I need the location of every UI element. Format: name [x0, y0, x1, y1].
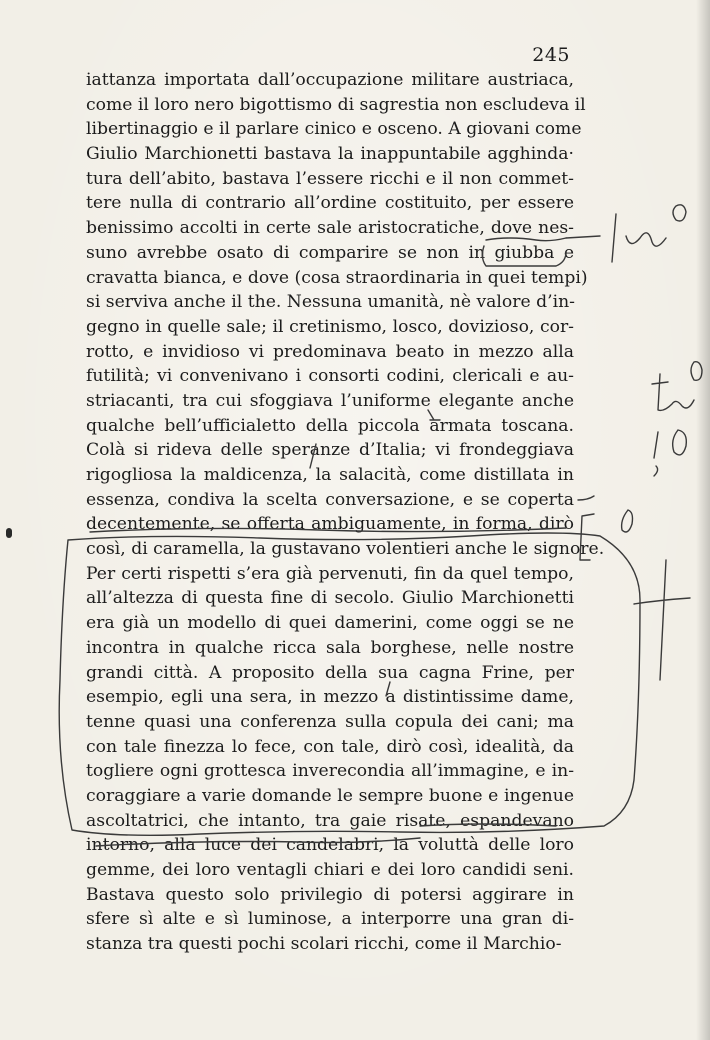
text-line: grandi città. A proposito della sua cagna Frine, per — [86, 662, 574, 683]
text-line: coraggiare a varie domande le sempre buone e ingenue — [86, 785, 574, 806]
margin-note-1-mark — [612, 214, 666, 262]
margin-note-2-mark — [652, 374, 694, 410]
page-edge-shadow — [696, 0, 710, 1040]
text-line: incontra in qualche ricca sala borghese, nelle nostre — [86, 637, 574, 658]
margin-note-1-mark — [673, 205, 686, 221]
text-line: tere nulla di contrario all’ordine costituito, per essere — [86, 193, 574, 214]
text-line: striacanti, tra cui sfoggiava l’uniforme elegante anche — [86, 390, 574, 411]
text-line: rigogliosa la maldicenza, la salacità, come distillata in — [86, 465, 574, 485]
text-line: ascoltatrici, che intanto, tra gaie risate, espandevano — [86, 810, 574, 831]
cross-mark — [634, 560, 690, 680]
text-line: Giulio Marchionetti bastava la inappuntabile agghinda· — [86, 144, 574, 165]
binding-mark — [6, 528, 12, 538]
margin-note-4-mark — [622, 510, 633, 532]
text-line: Colà si rideva delle speranze d’Italia; vi frondeggiava — [86, 440, 574, 461]
text-line: rotto, e invidioso vi predominava beato in mezzo alla — [86, 341, 574, 362]
text-line: gegno in quelle sale; il cretinismo, losco, dovizioso, cor- — [86, 316, 574, 337]
margin-note-3-mark — [654, 432, 658, 476]
text-line: tenne quasi una conferenza sulla copula dei cani; ma — [86, 711, 574, 732]
text-line: come il loro nero bigottismo di sagrestia non escludeva il — [86, 94, 586, 115]
text-line: sfere sì alte e sì luminose, a interporre una gran di- — [86, 909, 574, 930]
text-line: iattanza importata dall’occupazione militare austriaca, — [86, 70, 574, 90]
text-line: libertinaggio e il parlare cinico e osceno. A giovani come — [86, 119, 582, 140]
body-text — [86, 68, 605, 957]
text-line: gemme, dei loro ventagli chiari e dei loro candidi seni. — [86, 860, 574, 880]
text-line: stanza tra questi pochi scolari ricchi, come il Marchio- — [86, 934, 562, 955]
text-line: essenza, condiva la scelta conversazione, e se coperta — [86, 489, 574, 510]
text-line: all’altezza di questa fine di secolo. Giulio Marchionetti — [86, 588, 574, 609]
bracket-mark — [578, 496, 594, 500]
text-line: esempio, egli una sera, in mezzo a distintissime dame, — [86, 687, 574, 708]
text-line: così, di caramella, la gustavano volentieri anche le signore. — [86, 539, 605, 560]
text-line: tura dell’abito, bastava l’essere ricchi e il non commet- — [86, 168, 574, 189]
text-line: si serviva anche il the. Nessuna umanità, nè valore d’in- — [86, 292, 575, 313]
text-line: benissimo accolti in certe sale aristocratiche, dove nes- — [86, 218, 574, 239]
text-line: suno avrebbe osato di comparire se non in giubba e — [86, 242, 574, 263]
text-line: cravatta bianca, e dove (cosa straordinaria in quei tempi) — [86, 267, 588, 288]
text-line: decentemente, se offerta ambiguamente, in forma, dirò — [86, 514, 574, 535]
text-line: con tale finezza lo fece, con tale, dirò così, idealità, da — [86, 736, 574, 757]
text-line: Bastava questo solo privilegio di potersi aggirare in — [86, 884, 574, 905]
text-line: intorno, alla luce dei candelabri, la voluttà delle loro — [86, 835, 574, 856]
text-line: Per certi rispetti s’era già pervenuti, fin da quel tempo, — [86, 563, 574, 584]
text-line: togliere ogni grottesca inverecondia all’immagine, e in- — [86, 761, 574, 782]
margin-note-3-mark — [673, 430, 687, 455]
text-line: era già un modello di quei damerini, come oggi se ne — [86, 613, 574, 634]
text-line: qualche bell’ufficialetto della piccola armata toscana. — [86, 415, 574, 436]
text-line: futilità; vi convenivano i consorti codini, clericali e au- — [86, 366, 574, 387]
page-number: 245 — [532, 44, 570, 66]
